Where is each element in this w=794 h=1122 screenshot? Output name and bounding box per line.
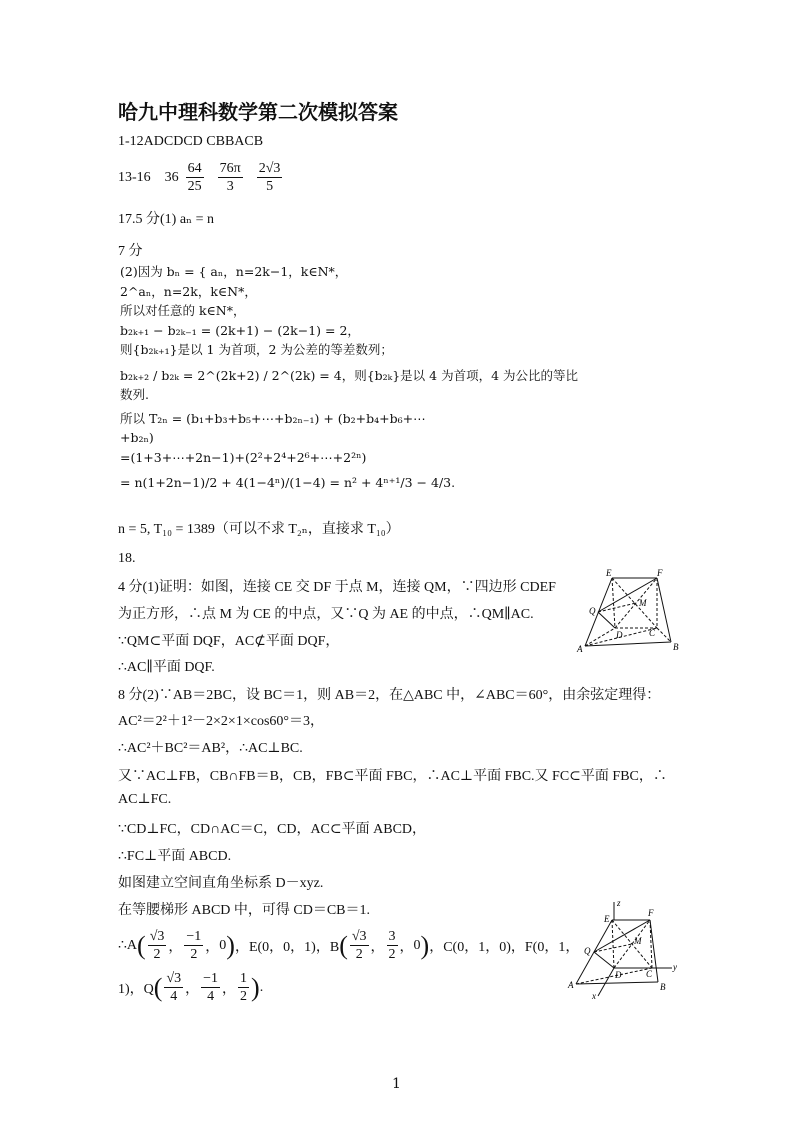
q18-line: AC²＝2²＋1²－2×2×1×cos60°＝3， [118,714,324,729]
q18-line: ∴AC∥平面 DQF. [118,660,215,675]
q17-part2-score: 7 分 [118,244,143,259]
q18-line: ∵QM⊂平面 DQF，AC⊄平面 DQF， [118,634,340,649]
answer-13: 36 [164,169,179,185]
scan-line: +b₂ₙ) [120,430,154,445]
fill-blank-label: 13-16 [118,169,151,185]
fig2-label: z [617,898,621,908]
answer-16: $\frac{2√3}{5}$ [258,161,281,194]
choice-answers: 1-12ADCDCD CBBACB [118,134,264,149]
q18-number: 18. [118,551,136,566]
scan-line: 2^aₙ，n=2k，k∈N*， [120,283,257,299]
fig2-label: A [568,980,574,990]
q18-line: ∴FC⊥平面 ABCD. [118,849,232,864]
q18-line: 4 分(1)证明：如图，连接 CE 交 DF 于点 M，连接 QM，∵四边形 CDEF [118,580,556,595]
scan-line: 所以 T₂ₙ = (b₁+b₃+b₅+⋯+b₂ₙ₋₁) + (b₂+b₄+b₆+⋯ [120,410,426,426]
fig1-label: B [673,642,679,652]
fig2-label: B [660,982,666,992]
q18-line: ∴AC²＋BC²＝AB²，∴AC⊥BC. [118,741,303,756]
q18-line: 在等腰梯形 ABCD 中，可得 CD＝CB＝1. [118,903,371,918]
page-number: 1 [392,1076,401,1092]
scan-line: b₂ₖ₊₁ − b₂ₖ₋₁ = (2k+1) − (2k−1) = 2， [120,322,360,338]
fig1-label: M [639,598,647,608]
q17-result: n = 5, T₁₀ = 1389（可以不求 T₂ₙ，直接求 T₁₀） [118,522,400,537]
scan-line: = n(1+2n−1)/2 + 4(1−4ⁿ)/(1−4) = n² + 4ⁿ⁺¹/3 − 4/3. [120,475,456,490]
fig2-label: Q [584,946,591,956]
fig2-label: F [648,908,654,918]
scan-line: 所以对任意的 k∈N*， [120,303,246,318]
answer-14: $\frac{64}{25}$ [187,161,202,194]
fig2-label: D [615,970,622,980]
q18-line: 又∵AC⊥FB，CB∩FB＝B，CB，FB⊂平面 FBC，∴AC⊥平面 FBC.又 FC⊂平面 FBC，∴ [118,769,667,784]
answer-15: $\frac{76\pi}{3}$ [219,161,241,194]
figure-1-geometry [575,568,685,654]
scan-line: =(1+3+⋯+2n−1)+(2²+2⁴+2⁶+⋯+2²ⁿ) [120,449,367,465]
fig1-label: E [606,568,612,578]
fig1-label: C [649,628,656,638]
scan-line: b₂ₖ₊₂ / b₂ₖ = 2^(2k+2) / 2^(2k) = 4，则{b₂ₖ}是以 4 为首项，4 为公比的等比 [120,367,579,383]
coords-line-1: ∴A ( $\frac{√3}{2}$ ， $\frac{-1}{2}$ ， 0 ) ，E(0，0，1)，B ( $\frac{√3}{2}$ ， $\frac{3}{2}$ ， 0 ) ，C(0，1，0)，F(0，1， [118,929,580,962]
q17-solution-block [120,262,578,493]
fig2-label: C [646,969,653,979]
fig2-label: x [592,991,596,1001]
fig2-label: M [634,936,642,946]
figure-2-geometry [566,898,686,1002]
scan-line: (2)因为 bₙ = { aₙ，n=2k−1，k∈N*， [120,264,348,279]
q18-line: 如图建立空间直角坐标系 D－xyz. [118,876,324,891]
q18-line: 为正方形，∴点 M 为 CE 的中点，又∵Q 为 AE 的中点，∴QM∥AC. [118,607,534,622]
coords-line-2: 1)，Q ( $\frac{√3}{4}$ ， $\frac{-1}{4}$ ， $\frac{1}{2}$ ) . [118,971,264,1004]
fig1-label: D [616,630,623,640]
q18-line: AC⊥FC. [118,792,172,807]
q18-line: ∵CD⊥FC，CD∩AC＝C，CD，AC⊂平面 ABCD， [118,822,427,837]
scan-line: 数列. [120,387,149,402]
fill-blank-answers [118,160,289,195]
fig1-label: Q [589,606,596,616]
fig2-label: y [673,962,677,972]
fig2-label: E [604,914,610,924]
fig1-label: F [657,568,663,578]
q18-line: 8 分(2)∵AB＝2BC，设 BC＝1，则 AB＝2，在△ABC 中，∠ABC＝60°，由余弦定理得： [118,688,661,703]
page-title: 哈九中理科数学第二次模拟答案 [118,100,398,124]
scan-line: 则{b₂ₖ₊₁}是以 1 为首项，2 为公差的等差数列； [120,342,393,357]
q17-part1: 17.5 分(1) aₙ = n [118,212,214,227]
fig1-label: A [577,644,583,654]
